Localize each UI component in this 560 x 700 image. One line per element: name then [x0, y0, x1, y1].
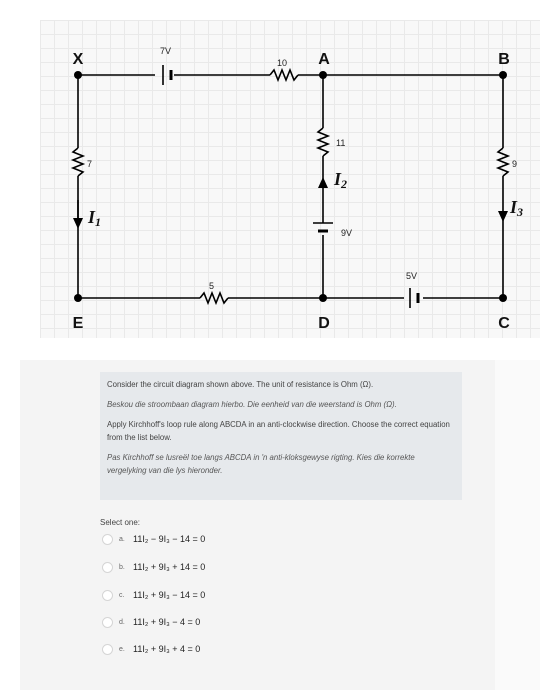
- node-label-d: D: [318, 315, 330, 332]
- node-d-dot: [319, 294, 327, 302]
- node-e-dot: [74, 294, 82, 302]
- node-label-c: C: [498, 315, 510, 332]
- battery-dc: [410, 288, 418, 308]
- node-label-x: X: [72, 51, 84, 68]
- circuit-diagram: [40, 20, 540, 338]
- option-letter: a.: [119, 535, 125, 543]
- option-c[interactable]: [102, 587, 302, 603]
- battery-ad: [313, 223, 333, 231]
- option-letter: c.: [119, 591, 125, 599]
- option-d[interactable]: [102, 614, 302, 630]
- current-arrow-i3: [498, 211, 508, 222]
- node-c-dot: [499, 294, 507, 302]
- label-battery-dc: 5V: [406, 271, 418, 281]
- select-one-label: Select one:: [100, 518, 141, 527]
- label-battery-ad: 9V: [341, 228, 353, 238]
- radio-button[interactable]: [102, 562, 113, 573]
- node-label-b: B: [498, 51, 510, 68]
- label-resistor-bc: 9: [512, 159, 518, 169]
- question-english-instruction: Apply Kirchhoff's loop rule along ABCDA in an anti-clockwise direction. Choose the correct equation from the list below.: [107, 420, 450, 442]
- option-equation: 11I₂ + 9I₃ − 4 = 0: [133, 617, 201, 627]
- node-label-a: A: [318, 51, 330, 68]
- right-side-column: [495, 360, 540, 690]
- resistor-bc: [498, 148, 508, 176]
- radio-button[interactable]: [102, 617, 113, 628]
- option-e[interactable]: [102, 641, 302, 657]
- radio-button[interactable]: [102, 534, 113, 545]
- question-text-box: [100, 372, 462, 500]
- option-letter: e.: [119, 645, 125, 653]
- radio-button[interactable]: [102, 590, 113, 601]
- resistor-xe: [73, 148, 83, 176]
- option-letter: b.: [119, 563, 125, 571]
- label-resistor-xa: 10: [277, 58, 288, 68]
- option-equation: 11I₂ + 9I₃ + 4 = 0: [133, 644, 201, 654]
- node-b-dot: [499, 71, 507, 79]
- node-x-dot: [74, 71, 82, 79]
- resistor-ed: [200, 293, 228, 303]
- option-b[interactable]: [102, 559, 302, 575]
- label-battery-xa: 7V: [160, 46, 172, 56]
- option-equation: 11I₂ − 9I₃ − 14 = 0: [133, 534, 206, 544]
- current-arrow-i1: [73, 200, 83, 229]
- question-panel: [20, 360, 540, 690]
- label-resistor-ad: 11: [336, 138, 346, 148]
- node-label-e: E: [72, 315, 84, 332]
- circuit-diagram-panel: [40, 20, 540, 338]
- question-afrikaans-intro: Beskou die stroombaan diagram hierbo. Die eenheid van die weerstand is Ohm (Ω).: [107, 400, 397, 409]
- label-resistor-xe: 7: [87, 159, 93, 169]
- node-a-dot: [319, 71, 327, 79]
- resistor-xa: [270, 70, 298, 80]
- option-letter: d.: [119, 618, 125, 626]
- question-english-intro: Consider the circuit diagram shown above. The unit of resistance is Ohm (Ω).: [107, 380, 374, 389]
- resistor-ad: [318, 128, 328, 156]
- label-current-i1: I1: [88, 207, 102, 229]
- option-a[interactable]: [102, 531, 302, 547]
- radio-button[interactable]: [102, 644, 113, 655]
- battery-xa: [163, 65, 171, 85]
- option-equation: 11I₂ + 9I₃ + 14 = 0: [133, 562, 206, 572]
- label-current-i3: I3: [510, 197, 524, 219]
- question-afrikaans-instruction: Pas Kirchhoff se lusreël toe langs ABCDA in 'n anti-kloksgewyse rigting. Kies die korrekte vergelyking van die lys hieronder.: [107, 453, 415, 475]
- current-arrow-i2: [318, 177, 328, 188]
- option-equation: 11I₂ + 9I₃ − 14 = 0: [133, 590, 206, 600]
- label-resistor-ed: 5: [209, 281, 215, 291]
- label-current-i2: I2: [334, 169, 348, 191]
